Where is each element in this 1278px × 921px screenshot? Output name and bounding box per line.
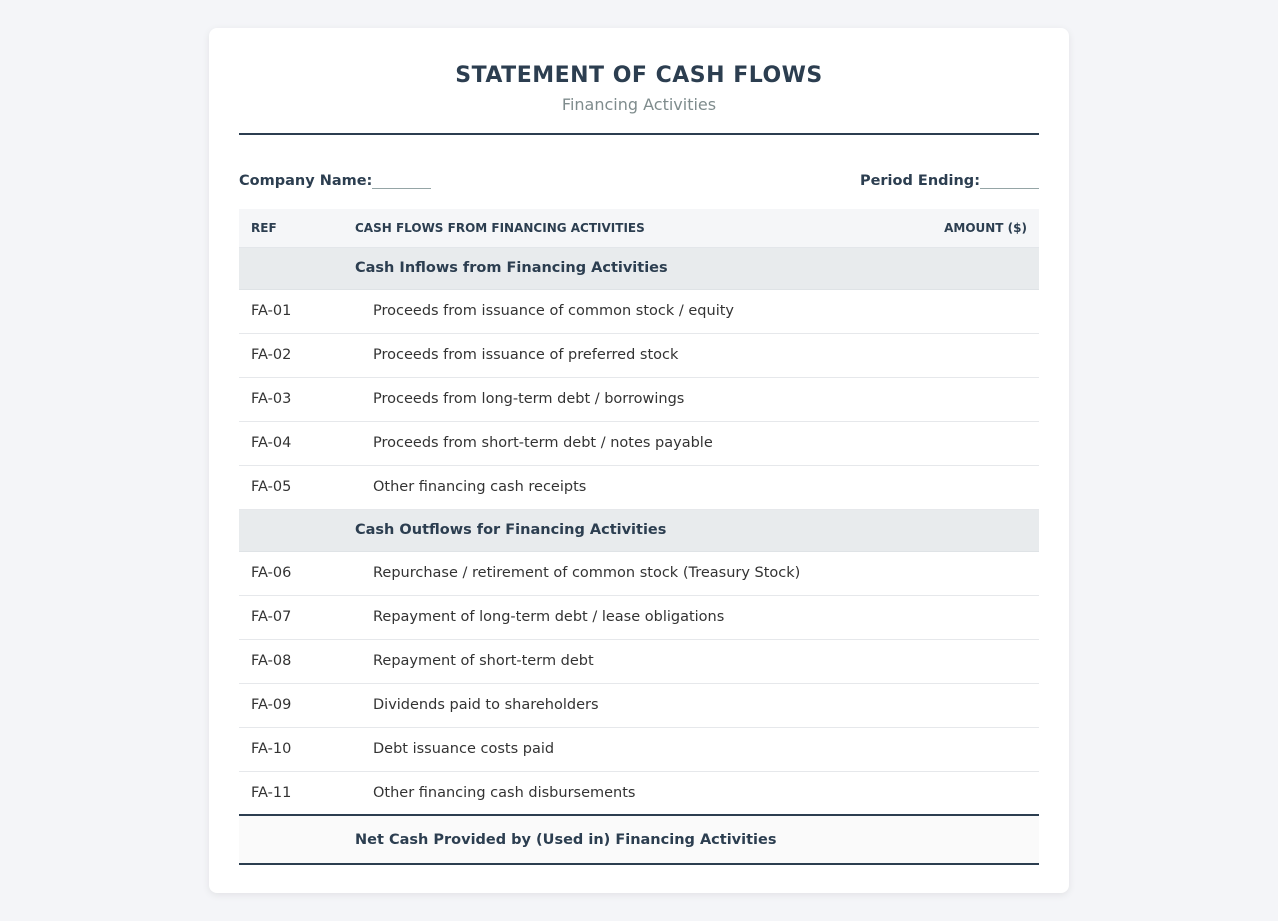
table-row: [239, 289, 1039, 333]
row-amount[interactable]: [899, 683, 1039, 727]
row-ref: FA-08: [239, 639, 343, 683]
row-ref: FA-02: [239, 333, 343, 377]
row-ref: FA-05: [239, 465, 343, 509]
table-row: [239, 333, 1039, 377]
section-row-inflows: [239, 247, 1039, 289]
table-row: [239, 551, 1039, 595]
table-row: [239, 683, 1039, 727]
row-amount[interactable]: [899, 465, 1039, 509]
table-row: [239, 377, 1039, 421]
table-header-row: [239, 209, 1039, 247]
row-description: Proceeds from issuance of preferred stock: [343, 333, 899, 377]
section-ref-cell: [239, 247, 343, 289]
table-row: [239, 595, 1039, 639]
company-name-label: Company Name:: [239, 173, 373, 189]
row-description: Other financing cash disbursements: [343, 771, 899, 815]
total-label: Net Cash Provided by (Used in) Financing Activities: [343, 815, 899, 864]
page-title: STATEMENT OF CASH FLOWS: [455, 63, 823, 88]
row-amount[interactable]: [899, 377, 1039, 421]
row-ref: FA-04: [239, 421, 343, 465]
row-ref: FA-01: [239, 289, 343, 333]
row-description: Repurchase / retirement of common stock (Treasury Stock): [343, 551, 899, 595]
statement-header: [239, 28, 1039, 135]
table-row: [239, 771, 1039, 815]
total-amount[interactable]: [899, 815, 1039, 864]
row-amount[interactable]: [899, 289, 1039, 333]
row-description: Proceeds from issuance of common stock / equity: [343, 289, 899, 333]
company-name-blank[interactable]: [372, 173, 431, 189]
row-description: Repayment of short-term debt: [343, 639, 899, 683]
table-row: [239, 421, 1039, 465]
row-amount[interactable]: [899, 639, 1039, 683]
table-body: [239, 247, 1039, 864]
total-ref-cell: [239, 815, 343, 864]
row-amount[interactable]: [899, 595, 1039, 639]
row-description: Dividends paid to shareholders: [343, 683, 899, 727]
row-amount[interactable]: [899, 551, 1039, 595]
statement-card: [209, 28, 1069, 893]
table-row: [239, 639, 1039, 683]
section-row-outflows: [239, 509, 1039, 551]
column-header-description: CASH FLOWS FROM FINANCING ACTIVITIES: [343, 209, 899, 247]
table-row: [239, 465, 1039, 509]
row-amount[interactable]: [899, 421, 1039, 465]
table-row: [239, 727, 1039, 771]
column-header-amount: AMOUNT ($): [899, 209, 1039, 247]
total-row: [239, 815, 1039, 864]
row-ref: FA-10: [239, 727, 343, 771]
column-header-ref: REF: [239, 209, 343, 247]
row-description: Proceeds from long-term debt / borrowings: [343, 377, 899, 421]
row-amount[interactable]: [899, 727, 1039, 771]
section-amount-cell: [899, 509, 1039, 551]
row-ref: FA-11: [239, 771, 343, 815]
period-ending-field: [860, 167, 1039, 189]
row-ref: FA-06: [239, 551, 343, 595]
period-ending-blank[interactable]: [980, 173, 1039, 189]
financing-table: [239, 209, 1039, 865]
row-amount[interactable]: [899, 771, 1039, 815]
section-amount-cell: [899, 247, 1039, 289]
section-title: Cash Inflows from Financing Activities: [343, 247, 899, 289]
row-description: Debt issuance costs paid: [343, 727, 899, 771]
section-title: Cash Outflows for Financing Activities: [343, 509, 899, 551]
statement-meta: [239, 167, 1039, 189]
row-ref: FA-07: [239, 595, 343, 639]
row-description: Repayment of long-term debt / lease obligations: [343, 595, 899, 639]
row-description: Proceeds from short-term debt / notes payable: [343, 421, 899, 465]
row-ref: FA-03: [239, 377, 343, 421]
row-ref: FA-09: [239, 683, 343, 727]
period-ending-label: Period Ending:: [859, 173, 980, 189]
section-ref-cell: [239, 509, 343, 551]
company-name-field: [239, 167, 431, 189]
page-subtitle: Financing Activities: [561, 95, 717, 114]
row-amount[interactable]: [899, 333, 1039, 377]
row-description: Other financing cash receipts: [343, 465, 899, 509]
